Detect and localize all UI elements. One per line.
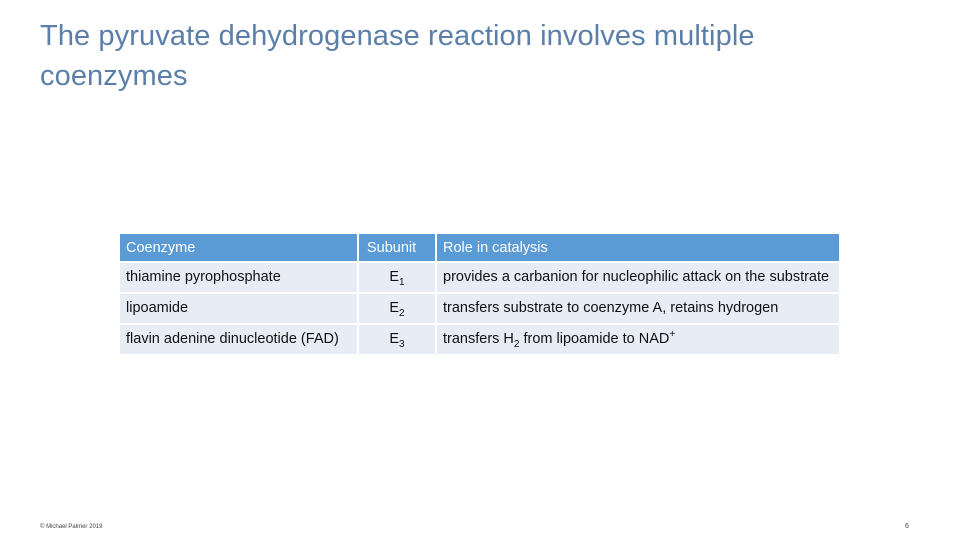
- table-row: [120, 262, 839, 293]
- cell-subunit: [358, 324, 436, 354]
- cell-coenzyme: thiamine pyrophosphate: [120, 262, 358, 293]
- role-text-part1: transfers H: [443, 331, 514, 347]
- role-subscript: 2: [513, 338, 520, 350]
- cell-coenzyme: flavin adenine dinucleotide (FAD): [120, 324, 358, 354]
- coenzyme-table: [120, 234, 839, 354]
- header-coenzyme: Coenzyme: [120, 234, 358, 262]
- subunit-base: E: [389, 269, 400, 285]
- role-superscript: +: [669, 329, 676, 341]
- cell-coenzyme: lipoamide: [120, 293, 358, 324]
- cell-role: [436, 324, 839, 354]
- role-text-part2: from lipoamide to NAD: [519, 331, 670, 347]
- table-header-row: [120, 234, 839, 262]
- cell-role: transfers substrate to coenzyme A, retains hydrogen: [436, 293, 839, 324]
- table-row: [120, 293, 839, 324]
- subunit-base: E: [389, 300, 400, 316]
- slide-title: The pyruvate dehydrogenase reaction involves multiple coenzymes: [40, 20, 755, 92]
- subunit-index: 3: [399, 338, 405, 350]
- subunit-base: E: [389, 331, 400, 347]
- copyright-footer: © Michael Palmer 2019: [40, 524, 103, 530]
- header-subunit: Subunit: [358, 234, 436, 262]
- cell-role: provides a carbanion for nucleophilic attack on the substrate: [436, 262, 839, 293]
- table-row: [120, 324, 839, 354]
- header-role: Role in catalysis: [436, 234, 839, 262]
- cell-subunit: [358, 262, 436, 293]
- subunit-index: 2: [399, 307, 405, 319]
- page-number: 6: [905, 523, 909, 530]
- subunit-index: 1: [399, 276, 405, 288]
- cell-subunit: [358, 293, 436, 324]
